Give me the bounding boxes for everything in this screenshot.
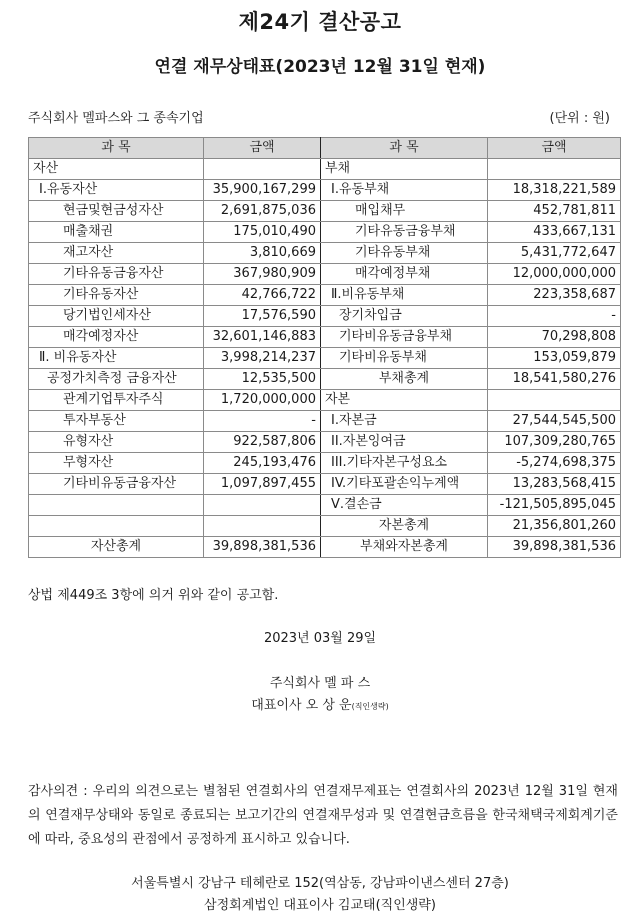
table-row	[29, 495, 621, 516]
liability-equity-account: 자본	[321, 390, 488, 411]
asset-account: 투자부동산	[29, 411, 204, 432]
asset-amount: 42,766,722	[204, 285, 321, 306]
liability-equity-amount: 153,059,879	[488, 348, 621, 369]
balance-sheet-table	[28, 137, 621, 558]
table-row	[29, 222, 621, 243]
asset-amount	[204, 495, 321, 516]
asset-amount: 367,980,909	[204, 264, 321, 285]
asset-amount: 3,810,669	[204, 243, 321, 264]
header-amount-left: 금액	[204, 138, 321, 159]
table-header-row	[29, 138, 621, 159]
liability-equity-account: 기타유동금융부채	[321, 222, 488, 243]
table-row	[29, 474, 621, 495]
asset-account: 공정가치측정 금융자산	[29, 369, 204, 390]
liability-equity-amount	[488, 159, 621, 180]
asset-amount: -	[204, 411, 321, 432]
liability-equity-amount: 12,000,000,000	[488, 264, 621, 285]
liability-equity-amount: 452,781,811	[488, 201, 621, 222]
asset-account: 유형자산	[29, 432, 204, 453]
asset-amount: 175,010,490	[204, 222, 321, 243]
liability-equity-amount	[488, 390, 621, 411]
corp-signature: 주식회사 멜 파 스	[269, 676, 371, 691]
legal-notice: 상법 제449조 3항에 의거 위와 같이 공고함.	[28, 588, 279, 603]
asset-amount	[204, 159, 321, 180]
page-title: 제24기 결산공고	[238, 10, 402, 34]
asset-account: 기타비유동금융자산	[29, 474, 204, 495]
liability-equity-account: 자본총계	[321, 516, 488, 537]
liability-equity-amount: -	[488, 306, 621, 327]
liability-equity-amount: -121,505,895,045	[488, 495, 621, 516]
liability-equity-account: Ⅰ.자본금	[321, 411, 488, 432]
liability-equity-amount: 18,541,580,276	[488, 369, 621, 390]
table-row	[29, 306, 621, 327]
asset-amount: 3,998,214,237	[204, 348, 321, 369]
liability-equity-account: 기타비유동금융부채	[321, 327, 488, 348]
liability-equity-account: 매각예정부채	[321, 264, 488, 285]
asset-account	[29, 516, 204, 537]
table-row	[29, 369, 621, 390]
table-row	[29, 348, 621, 369]
ceo-signature	[0, 694, 640, 713]
header-account-left: 과 목	[29, 138, 204, 159]
company-name: 주식회사 멜파스와 그 종속기업	[28, 111, 204, 126]
asset-amount: 2,691,875,036	[204, 201, 321, 222]
liability-equity-account: 부채와자본총계	[321, 537, 488, 558]
statement-subtitle: 연결 재무상태표(2023년 12월 31일 현재)	[154, 57, 486, 77]
liability-equity-account: Ⅰ.유동부채	[321, 180, 488, 201]
liability-equity-account: 매입채무	[321, 201, 488, 222]
header-account-right: 과 목	[321, 138, 488, 159]
asset-amount: 39,898,381,536	[204, 537, 321, 558]
liability-equity-amount: 18,318,221,589	[488, 180, 621, 201]
asset-account: 자산총계	[29, 537, 204, 558]
liability-equity-amount: 27,544,545,500	[488, 411, 621, 432]
liability-equity-amount: 70,298,808	[488, 327, 621, 348]
asset-amount: 922,587,806	[204, 432, 321, 453]
liability-equity-account: Ⅴ.결손금	[321, 495, 488, 516]
asset-account: Ⅰ.유동자산	[29, 180, 204, 201]
table-row	[29, 432, 621, 453]
liability-equity-amount: 5,431,772,647	[488, 243, 621, 264]
asset-amount: 17,576,590	[204, 306, 321, 327]
asset-account: 자산	[29, 159, 204, 180]
asset-amount: 35,900,167,299	[204, 180, 321, 201]
notice-date: 2023년 03월 29일	[263, 631, 377, 646]
asset-account: 기타유동금융자산	[29, 264, 204, 285]
table-row	[29, 390, 621, 411]
table-row	[29, 243, 621, 264]
table-row	[29, 264, 621, 285]
asset-account: 현금및현금성자산	[29, 201, 204, 222]
liability-equity-account: II.자본잉여금	[321, 432, 488, 453]
liability-equity-account: 부채총계	[321, 369, 488, 390]
liability-equity-amount: 21,356,801,260	[488, 516, 621, 537]
liability-equity-account: 부채	[321, 159, 488, 180]
liability-equity-amount: 13,283,568,415	[488, 474, 621, 495]
table-row	[29, 201, 621, 222]
asset-account: 재고자산	[29, 243, 204, 264]
asset-amount	[204, 516, 321, 537]
liability-equity-account: Ⅱ.비유동부채	[321, 285, 488, 306]
asset-amount: 1,720,000,000	[204, 390, 321, 411]
table-row	[29, 453, 621, 474]
asset-account: 관계기업투자주식	[29, 390, 204, 411]
liability-equity-amount: 107,309,280,765	[488, 432, 621, 453]
auditor-address: 서울특별시 강남구 테헤란로 152(역삼동, 강남파이낸스센터 27층)	[131, 876, 509, 891]
asset-account: 매출채권	[29, 222, 204, 243]
asset-amount: 1,097,897,455	[204, 474, 321, 495]
table-row	[29, 516, 621, 537]
liability-equity-account: III.기타자본구성요소	[321, 453, 488, 474]
asset-amount: 12,535,500	[204, 369, 321, 390]
table-row	[29, 159, 621, 180]
liability-equity-account: 기타유동부채	[321, 243, 488, 264]
auditor-signature: 삼정회계법인 대표이사 김교태(직인생략)	[204, 898, 436, 913]
liability-equity-amount: -5,274,698,375	[488, 453, 621, 474]
table-row	[29, 180, 621, 201]
table-row	[29, 285, 621, 306]
liability-equity-amount: 223,358,687	[488, 285, 621, 306]
table-row	[29, 537, 621, 558]
asset-amount: 32,601,146,883	[204, 327, 321, 348]
liability-equity-amount: 39,898,381,536	[488, 537, 621, 558]
table-row	[29, 327, 621, 348]
asset-account: 당기법인세자산	[29, 306, 204, 327]
header-amount-right: 금액	[488, 138, 621, 159]
asset-account: Ⅱ. 비유동자산	[29, 348, 204, 369]
ceo-name: 대표이사 오 상 운	[251, 698, 352, 713]
asset-account: 무형자산	[29, 453, 204, 474]
liability-equity-account: IV.기타포괄손익누계액	[321, 474, 488, 495]
table-row	[29, 411, 621, 432]
asset-account: 기타유동자산	[29, 285, 204, 306]
asset-amount: 245,193,476	[204, 453, 321, 474]
liability-equity-account: 장기차입금	[321, 306, 488, 327]
seal-note: (직인생략)	[351, 702, 389, 711]
audit-opinion: 감사의견 : 우리의 의견으로는 별첨된 연결회사의 연결재무제표는 연결회사의 2023년 12월 31일 현재의 연결재무상태와 동일로 종료되는 보고기간의 연결재무성과 및 연결현금흐름을 한국채택국제회계기준에 따라, 중요성의 관점에서 공정하게 표시하고 있습니다.	[28, 784, 618, 847]
liability-equity-account: 기타비유동부채	[321, 348, 488, 369]
liability-equity-amount: 433,667,131	[488, 222, 621, 243]
unit-label: (단위 : 원)	[549, 111, 610, 126]
asset-account: 매각예정자산	[29, 327, 204, 348]
asset-account	[29, 495, 204, 516]
